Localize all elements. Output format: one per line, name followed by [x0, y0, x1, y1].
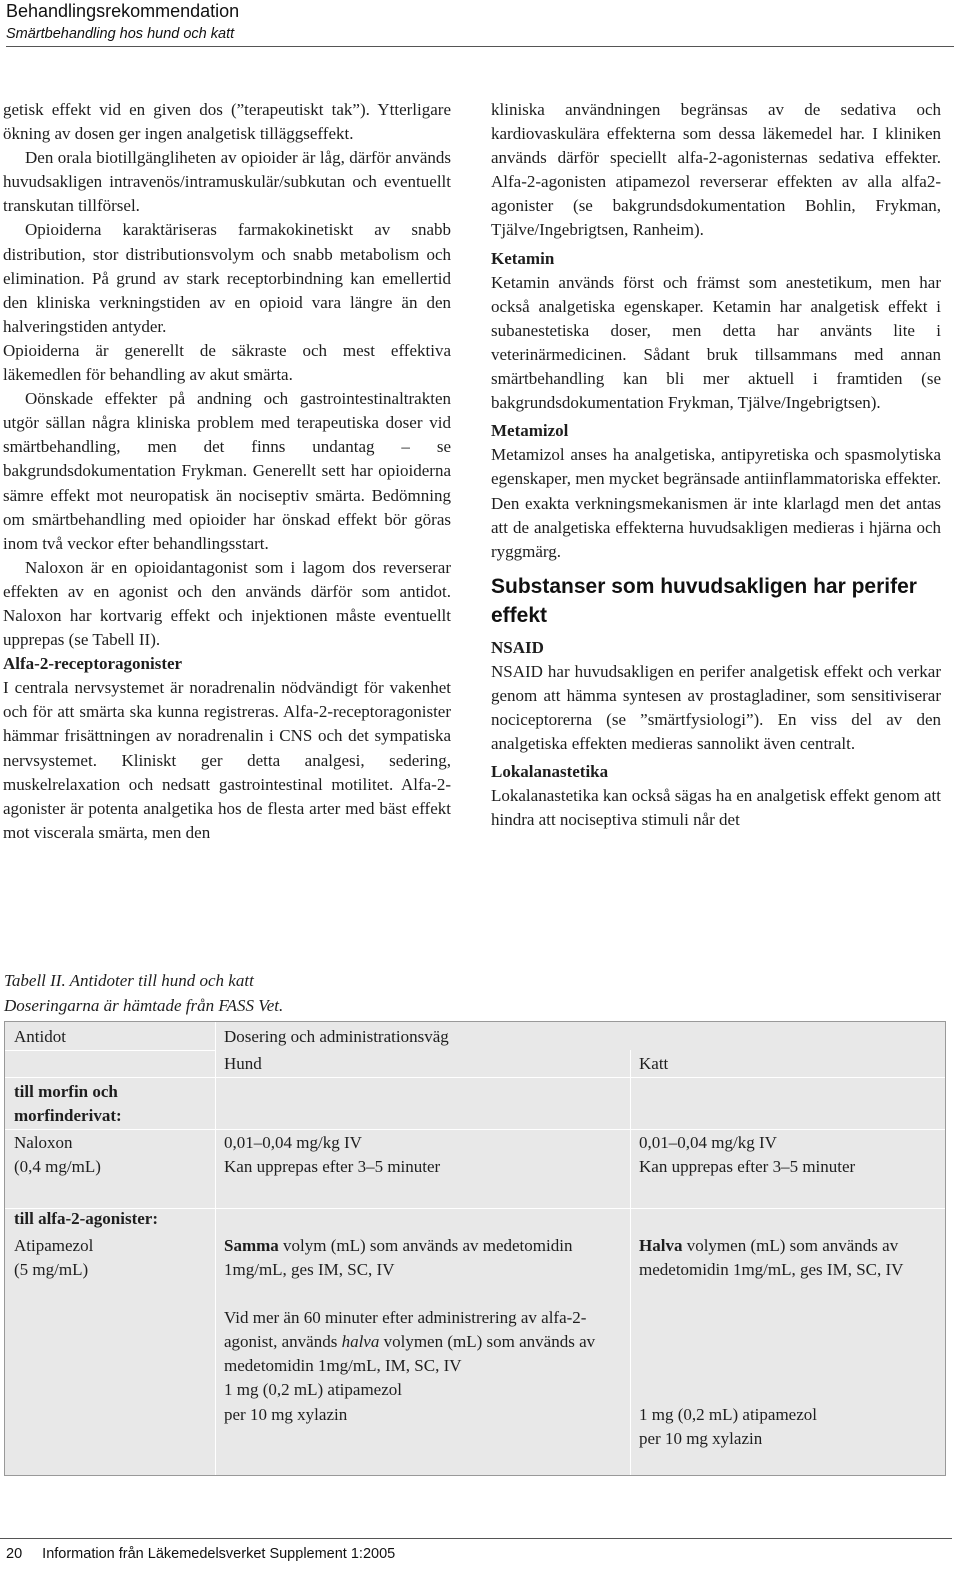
section-heading: Alfa-2-receptoragonister — [3, 654, 183, 674]
dose-note: Kan upprepas efter 3–5 minuter — [639, 1157, 856, 1177]
page-number: 20 — [6, 1546, 23, 1562]
header-hund: Hund — [224, 1054, 262, 1073]
dose-part: Vid mer än 60 minuter efter administrering av alfa-2-agonist, används — [224, 1308, 587, 1352]
naloxon-cell — [14, 1131, 101, 1179]
table-divider — [630, 1050, 631, 1475]
major-heading: Substanser som huvudsakligen har perifer effekt — [491, 574, 917, 627]
page-header — [6, 0, 954, 44]
paragraph: Den orala biotillgängliheten av opioider är låg, därför används huvudsakligen intravenös/intramuskulär/subkutan och eventuellt transkutan tillförsel. — [3, 148, 451, 216]
header-subtitle: Smärtbehandling hos hund och katt — [6, 26, 235, 42]
paragraph: getisk effekt vid en given dos (”terapeutiskt tak”). Ytterligare ökning av dosen ger ingen analgetisk tilläggseffekt. — [3, 100, 451, 144]
section-heading: Ketamin — [491, 248, 555, 268]
header-katt: Katt — [639, 1054, 669, 1073]
xylazin-dose: 1 mg (0,2 mL) atipamezol — [639, 1405, 817, 1424]
dose-rest: volym (mL) som används av medetomidin 1mg/mL, ges IM, SC, IV — [224, 1236, 573, 1280]
xylazin-dose: per 10 mg xylazin — [639, 1429, 763, 1449]
drug-concentration: (0,4 mg/mL) — [14, 1157, 101, 1177]
group-label-morfin: till morfin och morfinderivat: — [14, 1082, 122, 1126]
paragraph: NSAID har huvudsakligen en perifer analgetisk effekt och verkar genom att hämma syntesen av prostagladiner, som sensitiviserar nociceptorerna (se ”smärtfysiologi”). En viss del av den analgetiska effekten medieras sannolikt även centralt. — [491, 661, 941, 754]
header-divider — [6, 46, 954, 47]
atipamezol-katt-xylazin — [639, 1403, 817, 1451]
paragraph: Opioiderna är generellt de säkraste och mest effektiva läkemedlen för behandling av akut smärta. — [3, 340, 451, 385]
dose-note: Kan upprepas efter 3–5 minuter — [224, 1157, 441, 1177]
paragraph: Lokalanastetika kan också sägas ha en analgetisk effekt genom att hindra att nociseptiva stimuli når det — [491, 786, 941, 830]
paragraph: kliniska användningen begränsas av de sedativa och kardiovaskulära effekterna som dessa läkemedel har. I kliniken används därför speciellt alfa-2-agonisternas sedativa effekter. Alfa-2-agonisten atipamezol reverserar effekten av alla alfa2-agonister (se bakgrundsdokumentation Bohlin, Frykman, Tjälve/Ingebrigtsen, Ranheim). — [491, 100, 941, 240]
right-column — [491, 98, 941, 833]
dose-text — [224, 1234, 619, 1282]
paragraph: Metamizol anses ha analgetiska, antipyretiska och spasmolytiska egenskaper, men mycket begränsade antiinflammatoriska effekter. Den exakta verkningsmekanismen är inte klarlagd men det antas att de analgetiska effekterna huvudsakligen medieras i hjärna och ryggmärg. — [491, 445, 941, 561]
naloxon-katt-cell — [639, 1131, 855, 1179]
table-caption-title: Tabell II. Antidoter till hund och katt — [4, 971, 254, 990]
table-divider — [5, 1050, 215, 1051]
drug-name: Atipamezol — [14, 1236, 94, 1255]
table-divider — [5, 1129, 945, 1130]
group-label-alfa2: till alfa-2-agonister: — [14, 1209, 158, 1228]
footer-divider — [0, 1538, 952, 1539]
paragraph: Naloxon är en opioidantagonist som i lagom dos reverserar effekten av en agonist och den används därför som antidot. Naloxon har kortvarig effekt och injektionen måste eventuellt upprepas (se Tabell II). — [3, 557, 451, 650]
paragraph: Oönskade effekter på andning och gastrointestinaltrakten utgör sällan några kliniska problem med terapeutiska doser vid smärtbehandling, men det finns undantag – se bakgrundsdokumentation Frykman. Generellt sett har opioiderna sämre effekt mot neuropatisk än nociseptiv smärta. Bedömning om smärtbehandling med opioider har önskad effekt bör göras inom två veckor efter behandlingsstart. — [3, 389, 451, 553]
header-dosering: Dosering och administrationsväg — [224, 1027, 449, 1046]
naloxon-hund-cell — [224, 1131, 440, 1179]
table-caption-note: Doseringarna är hämtade från FASS Vet. — [4, 996, 284, 1015]
atipamezol-hund-cell — [224, 1234, 619, 1427]
atipamezol-cell — [14, 1234, 93, 1282]
footer-text: Information från Läkemedelsverket Supplement 1:2005 — [42, 1546, 396, 1562]
xylazin-dose: per 10 mg xylazin — [224, 1404, 348, 1424]
header-title: Behandlingsrekommendation — [6, 1, 240, 21]
drug-name: Naloxon — [14, 1133, 73, 1152]
dose-part: volymen (mL) som används av medetomidin 1mg/mL, IM, SC, IV — [224, 1332, 596, 1376]
paragraph: I centrala nervsystemet är noradrenalin nödvändigt för vakenhet och för att smärta ska kunna registreras. Alfa-2-receptoragonister hämmar frisättningen av noradrenalin i CNS och det sympatiska nervsystemet. Kliniskt ger detta analgesi, sedering, muskelrelaxation och nedsatt gastrointestinal motilitet. Alfa-2-agonister är potenta analgetika hos de flesta arter med bäst effekt mot viscerala smärta, men den — [3, 678, 451, 842]
section-heading: Metamizol — [491, 421, 569, 441]
left-column — [3, 98, 451, 845]
section-heading: Lokalanastetika — [491, 762, 609, 782]
page-footer — [6, 1546, 395, 1562]
dose: 0,01–0,04 mg/kg IV — [224, 1133, 362, 1152]
table-caption — [4, 968, 283, 1018]
dose: 0,01–0,04 mg/kg IV — [639, 1133, 777, 1152]
dose-text — [224, 1306, 619, 1378]
atipamezol-katt-cell — [639, 1234, 929, 1282]
xylazin-dose: 1 mg (0,2 mL) atipamezol — [224, 1380, 402, 1400]
dose-rest: volymen (mL) som används av medetomidin 1mg/mL, ges IM, SC, IV — [639, 1236, 904, 1280]
header-antidot: Antidot — [14, 1027, 66, 1046]
paragraph: Ketamin används först och främst som anestetikum, men har också analgetiska egenskaper. Ketamin har analgetisk effekt i subanestetiska doser, men detta har använts lite i veterinärmedicinen. Sådant bruk tillsammans med annan smärtbehandling kan bli mer aktuell i framtiden (se bakgrundsdokumentation Frykman, Tjälve/Ingebrigtsen). — [491, 272, 941, 413]
paragraph: Opioiderna karaktäriseras farmakokinetiskt av snabb distribution, stor distributionsvolym och snabb metabolism och elimination. På grund av stark receptorbindning kan emellertid den kliniska verkningstiden av en opioid vara längre än den halveringstiden antyder. — [3, 220, 451, 336]
dose-text — [639, 1234, 929, 1282]
table-divider — [5, 1077, 945, 1078]
drug-concentration: (5 mg/mL) — [14, 1260, 89, 1280]
section-heading: NSAID — [491, 637, 544, 657]
emphasis: Samma — [224, 1236, 279, 1255]
emphasis: Halva — [639, 1236, 683, 1255]
antidote-table — [4, 1021, 946, 1476]
emphasis: halva — [341, 1332, 380, 1352]
table-divider — [215, 1022, 216, 1475]
